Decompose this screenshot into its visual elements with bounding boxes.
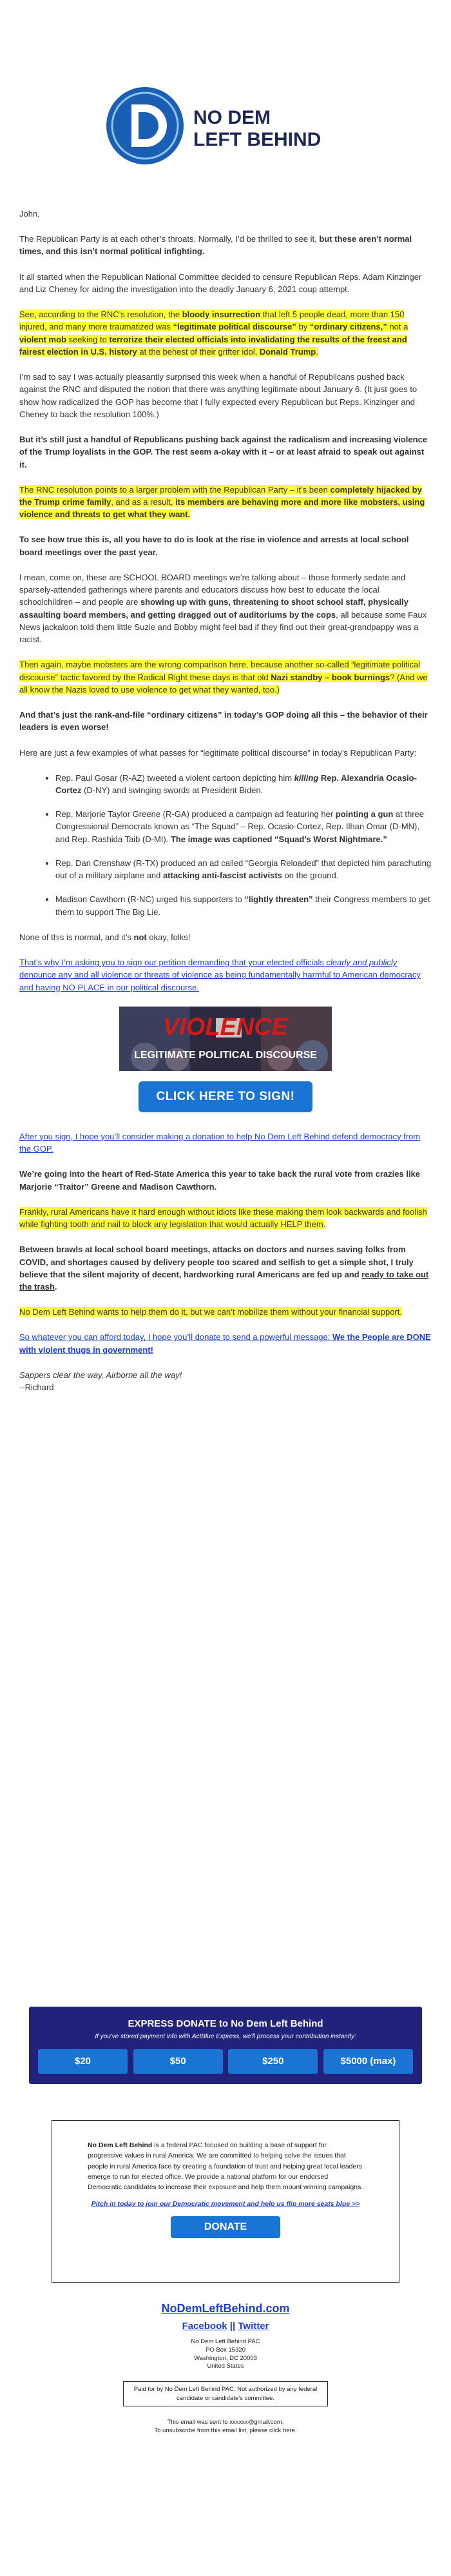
twitter-link[interactable]: Twitter: [238, 2321, 269, 2332]
donate-button[interactable]: DONATE: [171, 2216, 280, 2238]
paragraph-leaders: And that’s just the rank-and-file “ordinary citizens” in today’s GOP doing all this – the behavior of their leaders is even worse!: [19, 710, 428, 732]
address-line: Washington, DC 20003: [194, 2354, 257, 2362]
no-dem-left-behind-logo[interactable]: [103, 84, 348, 168]
list-item: • Rep. Dan Crenshaw (R-TX) produced an ad called “Georgia Reloaded” that depicted him parachuting out of a military airplane and attacking anti-fascist activists on the ground.: [55, 857, 432, 881]
facebook-link[interactable]: Facebook: [182, 2321, 227, 2332]
paragraph-rural-americans: Frankly, rural Americans have it hard enough without idiots like these making them look backwards and foolish while fighting tooth and nail to block any legislation that would actually HELP them.: [19, 1206, 427, 1230]
paragraph-rnc-resolution: See, according to the RNC’s resolution, the bloody insurrection that left 5 people dead, more than 150 injured, and many more traumatized was “legitimate political discourse” by “ordinary citizens,” not a violent mob seeking to terrorize their elected officials into invalidating the results of the freest and fairest election in U.S. history at the behest of their grifter idol, Donald Trump.: [19, 310, 408, 357]
logo-text-line2: LEFT BEHIND: [193, 129, 321, 150]
donate-amount-250-button[interactable]: $250: [228, 2049, 318, 2074]
address-line: United States: [207, 2363, 244, 2370]
list-item: • Rep. Paul Gosar (R-AZ) tweeted a violent cartoon depicting him killing Rep. Alexandria Ocasio-Cortez (D-NY) and swinging swords at President Biden.: [55, 772, 432, 796]
donate-amount-20-button[interactable]: $20: [38, 2049, 128, 2074]
image-word-violence: VIOLENCE: [162, 1013, 289, 1041]
paragraph-financial-support: No Dem Left Behind wants to help them do it, but we can’t mobilize them without your financial support.: [19, 1307, 402, 1317]
signoff: Sappers clear the way, Airborne all the way! --Richard: [19, 1370, 182, 1393]
address-line: PO Box 15320: [206, 2346, 245, 2354]
express-title: EXPRESS DONATE to No Dem Left Behind: [128, 2018, 323, 2029]
footer: [0, 2302, 451, 2435]
logo-circle: [106, 87, 184, 164]
unsubscribe-link[interactable]: To unsubscribe from this email list, please click here.: [154, 2427, 297, 2435]
express-donate-box: [29, 2007, 422, 2084]
image-word-discourse: LEGITIMATE POLITICAL DISCOURSE: [134, 1049, 317, 1061]
signature: --Richard: [19, 1382, 54, 1393]
violence-banner-image[interactable]: [119, 1007, 332, 1071]
about-text: [52, 2121, 399, 2210]
examples-list: [19, 772, 432, 918]
about-description: No Dem Left Behind is a federal PAC focused on building a base of support for progressive values in rural America. We are committed to helping solve the issues that people in rural America face by creating a foundation of trust and helping great local leaders emerge to run for elected office. We provide a national platform for our endorsed Democratic candidates to increase their exposure and help them mount winning campaigns.: [88, 2141, 363, 2192]
donate-amount-max-button[interactable]: $5000 (max): [323, 2049, 413, 2074]
sent-to-notice: This email was sent to xxxxxx@gmail.com.: [167, 2418, 284, 2426]
paragraph-handful: But it’s still just a handful of Republicans pushing back against the radicalism and increasing violence of the Trump loyalists in the GOP. The rest seem a-okay with it – or at least afraid to speak out against it.: [19, 435, 428, 469]
powerful-message-link[interactable]: So whatever you can afford today, I hope you’ll donate to send a powerful message: We the People are DONE with violent thugs in government!: [19, 1332, 431, 1355]
paid-for-disclaimer: Paid for by No Dem Left Behind PAC. Not authorized by any federal candidate or candidate’s committee.: [123, 2381, 328, 2406]
petition-link[interactable]: That’s why I’m asking you to sign our petition demanding that your elected officials clearly and publicly denounce any and all violence or threats of violence as being fundamentally harmful to American democracy and having NO PLACE in our political discourse.: [19, 958, 421, 992]
paragraph-examples: Here are just a few examples of what passes for “legitimate political discourse” in today’s Republican Party:: [19, 747, 417, 758]
sign-button-wrap: [19, 1081, 432, 1112]
logo-text-line1: NO DEM: [193, 107, 271, 128]
paragraph-larger-problem: The RNC resolution points to a larger problem with the Republican Party – it’s been completely hijacked by the Trump crime family, and as a result, its members are behaving more and more like mobsters, using violence and threats to get what they want.: [19, 484, 425, 520]
address-line: No Dem Left Behind PAC: [191, 2338, 260, 2345]
express-amounts: [29, 2040, 422, 2074]
mailing-address: [0, 2338, 451, 2371]
list-item: • Madison Cawthorn (R-NC) urged his supporters to “lightly threaten” their Congress members to get them to support The Big Lie.: [55, 893, 432, 918]
paragraph-censure: It all started when the Republican National Committee decided to censure Republican Reps. Adam Kinzinger and Liz Cheney for aiding the investigation into the deadly January 6, 2021 coup attempt.: [19, 271, 422, 294]
unsubscribe-block: [0, 2418, 451, 2435]
social-separator: ||: [229, 2321, 236, 2332]
greeting: John,: [19, 209, 40, 219]
paragraph-not-normal: None of this is normal, and it’s not okay, folks!: [19, 932, 191, 942]
email-body: [19, 208, 432, 1393]
paragraph-school-meetings: I mean, come on, these are SCHOOL BOARD meetings we’re talking about – those formerly sedate and sparsely-attended gatherings where parents and educators discuss how best to educate the local schoolchildren – and people are showing up with guns, threatening to shoot school staff, physically assaulting board members, and getting dragged out of auditoriums by the cops, all because some Faux News jackaloon told them little Suzie and Bobby might feel bad if they find out their great-grandpappy was a racist.: [19, 572, 427, 645]
donation-link[interactable]: After you sign, I hope you’ll consider making a donation to help No Dem Left Behind defend democracy from the GOP.: [19, 1131, 421, 1154]
about-box: [52, 2120, 399, 2283]
sign-petition-button[interactable]: CLICK HERE TO SIGN!: [139, 1081, 312, 1112]
social-links: [0, 2321, 451, 2332]
paragraph-school-boards: To see how true this is, all you have to do is look at the rise in violence and arrests at local school board meetings over the past year.: [19, 535, 409, 557]
paragraph-book-burnings: Then again, maybe mobsters are the wrong comparison here, because another so-called “legitimate political discourse” tactic favored by the Radical Right these days is that old Nazi standby – book burnings? (And we all know the Nazis loved to use violence to get what they wanted, too.): [19, 660, 428, 694]
donate-amount-50-button[interactable]: $50: [133, 2049, 223, 2074]
website-link[interactable]: NoDemLeftBehind.com: [161, 2302, 290, 2315]
paragraph-silent-majority: Between brawls at local school board meetings, attacks on doctors and nurses saving folks from COVID, and shortages caused by delivery people too scared and selfish to get a simple shot, I truly believe that the silent majority of decent, hardworking rural Americans are fed up and ready to take out the trash.: [19, 1244, 429, 1292]
paragraph-intro: The Republican Party is at each other’s throats. Normally, I’d be thrilled to see it, but these aren’t normal times, and this isn’t normal political infighting.: [19, 234, 412, 257]
express-subtitle: If you've stored payment info with ActBlue Express, we'll process your contribution instantly:: [95, 2033, 356, 2040]
paragraph-pushback: I’m sad to say I was actually pleasantly surprised this week when a handful of Republicans pushed back against the RNC and disputed the notion that there was anything legitimate about January 6. (It just goes to show how radicalized the GOP has become that I fully expected every Republican but Reps. Kinzinger and Cheney to back the resolution 100%.): [19, 372, 417, 419]
pitch-in-link[interactable]: Pitch in today to join our Democratic movement and help us flip more seats blue >>: [91, 2200, 360, 2208]
paragraph-rural-vote: We’re going into the heart of Red-State America this year to take back the rural vote from crazies like Marjorie “Traitor” Greene and Madison Cawthorn.: [19, 1169, 421, 1192]
list-item: • Rep. Marjorie Taylor Greene (R-GA) produced a campaign ad featuring her pointing a gun at three Congressional Democrats known as “The Squad” – Rep. Ocasio-Cortez, Rep. Ilhan Omar (D-MN), and Rep. Rashida Taib (D-MI). The image was captioned “Squad’s Worst Nightmare.”: [55, 808, 432, 845]
